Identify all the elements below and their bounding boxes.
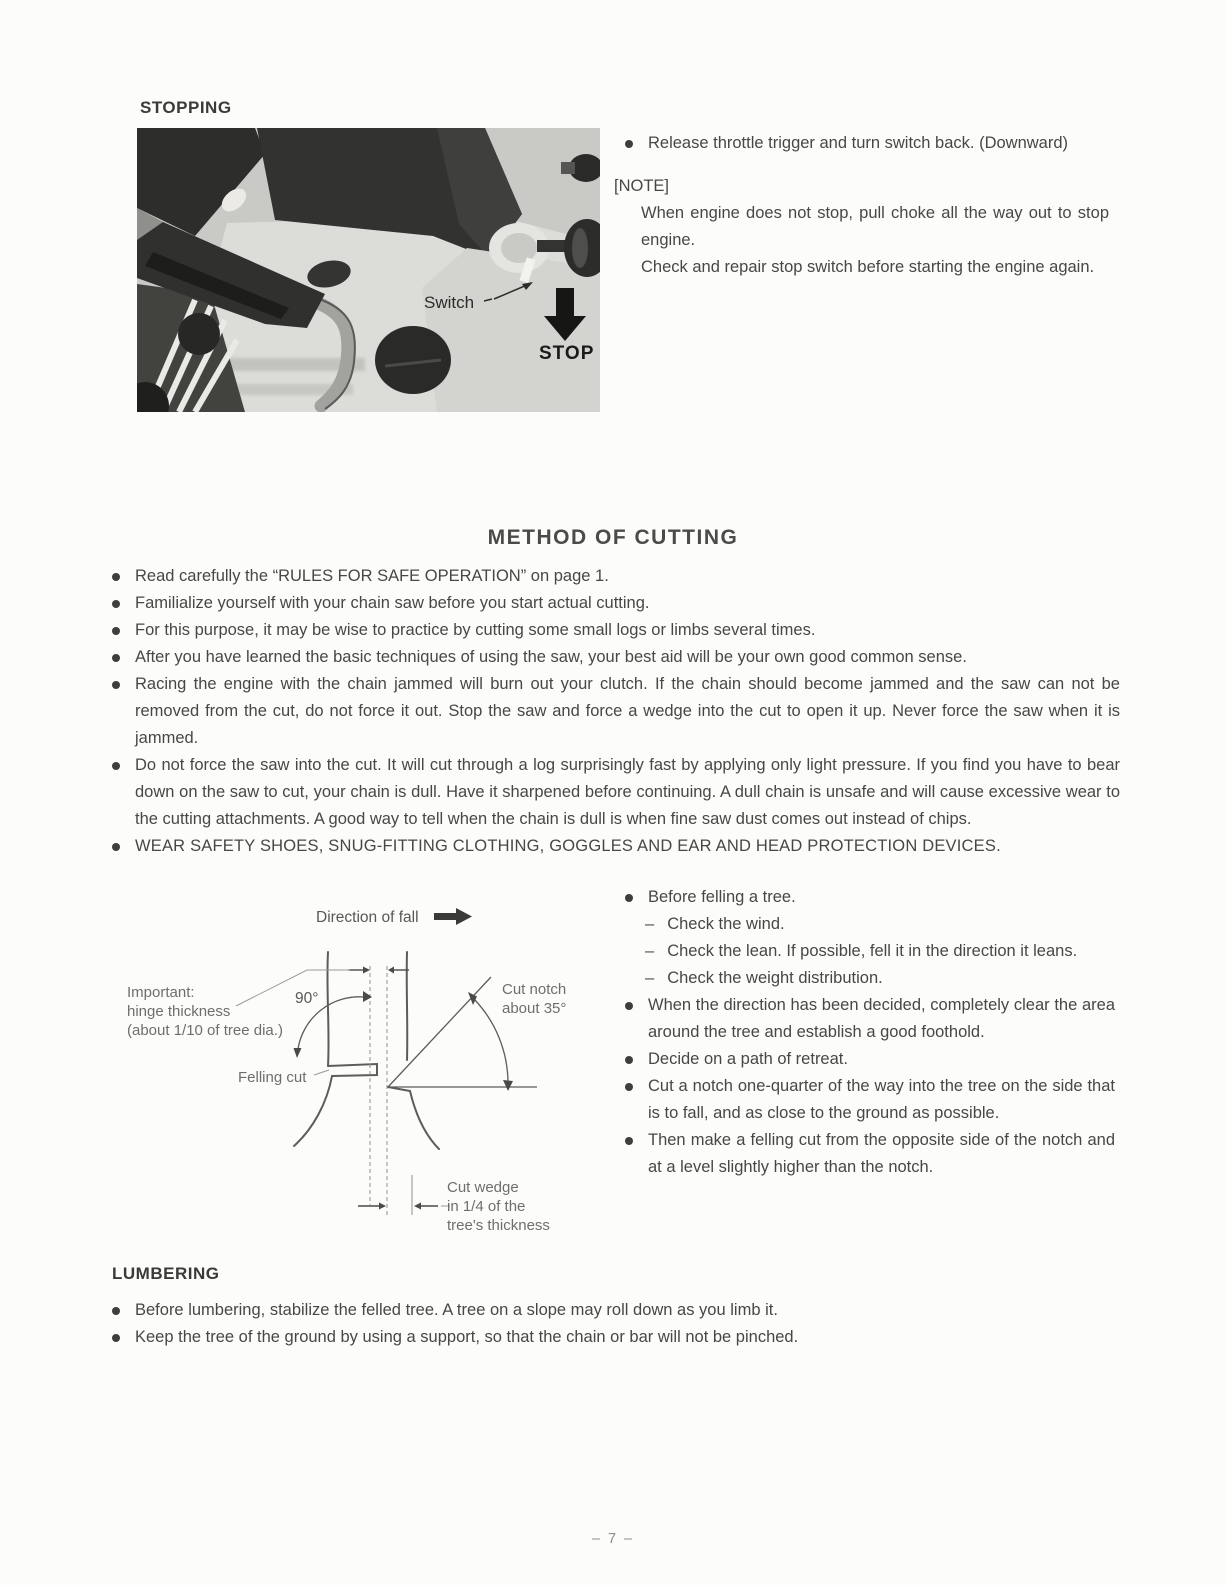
stopping-text-column [614,130,1117,281]
list-item [112,1297,1116,1324]
bullet-icon [112,681,120,689]
method-bullet-2: Familialize yourself with your chain saw before you start actual cutting. [135,594,650,612]
chainsaw-photo [137,128,600,412]
list-item [112,752,1120,833]
lumbering-bullet-1: Before lumbering, stabilize the felled tree. A tree on a slope may roll down as you limb it. [135,1301,778,1319]
chainsaw-photo-art [137,128,600,412]
bullet-icon [112,1307,120,1315]
list-item [614,1073,1115,1127]
bullet-icon [625,1137,633,1145]
note-label: [NOTE] [614,177,670,195]
bullet-icon [112,600,120,608]
cut-wedge-label-line1: Cut wedge [447,1179,519,1196]
page-number: – 7 – [591,1531,635,1547]
note-line: When engine does not stop, pull choke all the way out to stop engine. [641,204,1109,249]
bullet-icon [625,1056,633,1064]
bullet-icon [625,894,633,902]
list-item [614,884,1115,911]
bullet-icon [112,1334,120,1342]
lumbering-bullet-2: Keep the tree of the ground by using a support, so that the chain or bar will not be pinched. [135,1328,799,1346]
list-item [112,590,1120,617]
tree-right-face [407,952,408,1060]
bullet-icon [112,654,120,662]
important-label-line2: hinge thickness [127,1003,231,1020]
dash-marker: – [645,969,655,987]
method-bullet-list [112,563,1120,860]
method-bullet-6: Do not force the saw into the cut. It will cut through a log surprisingly fast by applying only light pressure. If you find you have to bear down on the saw to cut, your chain is dull. Have it sharpened before continuing. A dull chain is unsafe and will cause excessive wear to the cutting attachments. A good way to tell when the chain is dull is when fine saw dust comes out instead of chips. [135,756,1120,828]
felling-sub-1: Check the wind. [667,915,785,933]
hinge-leader-line [236,970,350,1006]
bullet-icon [625,1083,633,1091]
bullet-icon [112,627,120,635]
list-item [614,1046,1115,1073]
list-item [614,130,1117,157]
notch-upper-cut [388,977,491,1087]
list-item [112,644,1120,671]
stop-label: STOP [539,343,595,364]
method-bullet-7: WEAR SAFETY SHOES, SNUG-FITTING CLOTHING, GOGGLES AND EAR AND HEAD PROTECTION DEVICES. [135,837,1001,855]
method-bullet-5: Racing the engine with the chain jammed will burn out your clutch. If the chain should become jammed and the saw can not be removed from the cut, do not force it out. Stop the saw and force a wedge into the cut to open it up. Never force the saw when it is jammed. [135,675,1120,747]
bullet-icon [112,573,120,581]
lumbering-bullet-list [112,1297,1116,1351]
dash-marker: – [645,942,655,960]
felling-cut-leader [314,1070,329,1075]
stopping-heading: STOPPING [140,98,232,117]
felling-bullet-4: Cut a notch one-quarter of the way into the tree on the side that is to fall, and as close to the ground as possible. [648,1077,1115,1122]
tree-right-root [410,1091,439,1149]
felling-bullet-3: Decide on a path of retreat. [648,1050,848,1068]
felling-cut-label: Felling cut [238,1069,307,1086]
direction-of-fall-label: Direction of fall [316,909,419,926]
tree-left-root [294,1076,332,1146]
list-subitem [614,965,1115,992]
angle-90-label: 90° [295,990,319,1007]
important-label-line3: (about 1/10 of tree dia.) [127,1022,283,1039]
lumbering-heading: LUMBERING [112,1264,220,1283]
felling-sub-2: Check the lean. If possible, fell it in the direction it leans. [667,942,1078,960]
list-subitem [614,911,1115,938]
felling-sub-3: Check the weight distribution. [667,969,883,987]
cut-wedge-label-line2: in 1/4 of the [447,1198,526,1215]
cut-notch-label-line1: Cut notch [502,981,567,998]
important-label-line1: Important: [127,984,195,1001]
felling-bullet-1: Before felling a tree. [648,888,796,906]
bullet-icon [112,843,120,851]
method-bullet-4: After you have learned the basic techniques of using the saw, your best aid will be your own good common sense. [135,648,967,666]
felling-bullet-2: When the direction has been decided, completely clear the area around the tree and establish a good foothold. [648,996,1115,1041]
switch-label: Switch [424,293,475,312]
list-item [614,992,1115,1046]
method-bullet-1: Read carefully the “RULES FOR SAFE OPERATION” on page 1. [135,567,609,585]
direction-of-fall-arrow-icon [434,908,472,925]
bullet-icon [625,140,633,148]
cut-wedge-label-line3: tree's thickness [447,1217,550,1234]
dash-marker: – [645,915,655,933]
method-bullet-3: For this purpose, it may be wise to practice by cutting some small logs or limbs several times. [135,621,816,639]
list-item [112,617,1120,644]
list-item [112,833,1120,860]
list-item [112,563,1120,590]
cut-notch-label-line2: about 35° [502,1000,567,1017]
method-of-cutting-heading: METHOD OF CUTTING [487,526,739,549]
bullet-icon [625,1002,633,1010]
note-line: Check and repair stop switch before starting the engine again. [641,258,1095,276]
bullet-icon [112,762,120,770]
list-item [112,1324,1116,1351]
felling-text-column [614,884,1115,1181]
hinge-measure-arrows-top [348,967,409,974]
felling-bullet-5: Then make a felling cut from the opposite side of the notch and at a level slightly higher than the notch. [648,1131,1115,1176]
felling-diagram-art [100,870,605,1248]
felling-diagram [100,870,605,1253]
list-subitem [614,938,1115,965]
wedge-measure-arrows [358,1203,450,1210]
stopping-bullet-text: Release throttle trigger and turn switch back. (Downward) [648,134,1069,152]
list-item [614,1127,1115,1181]
tree-left-face [327,952,328,1066]
list-item [112,671,1120,752]
